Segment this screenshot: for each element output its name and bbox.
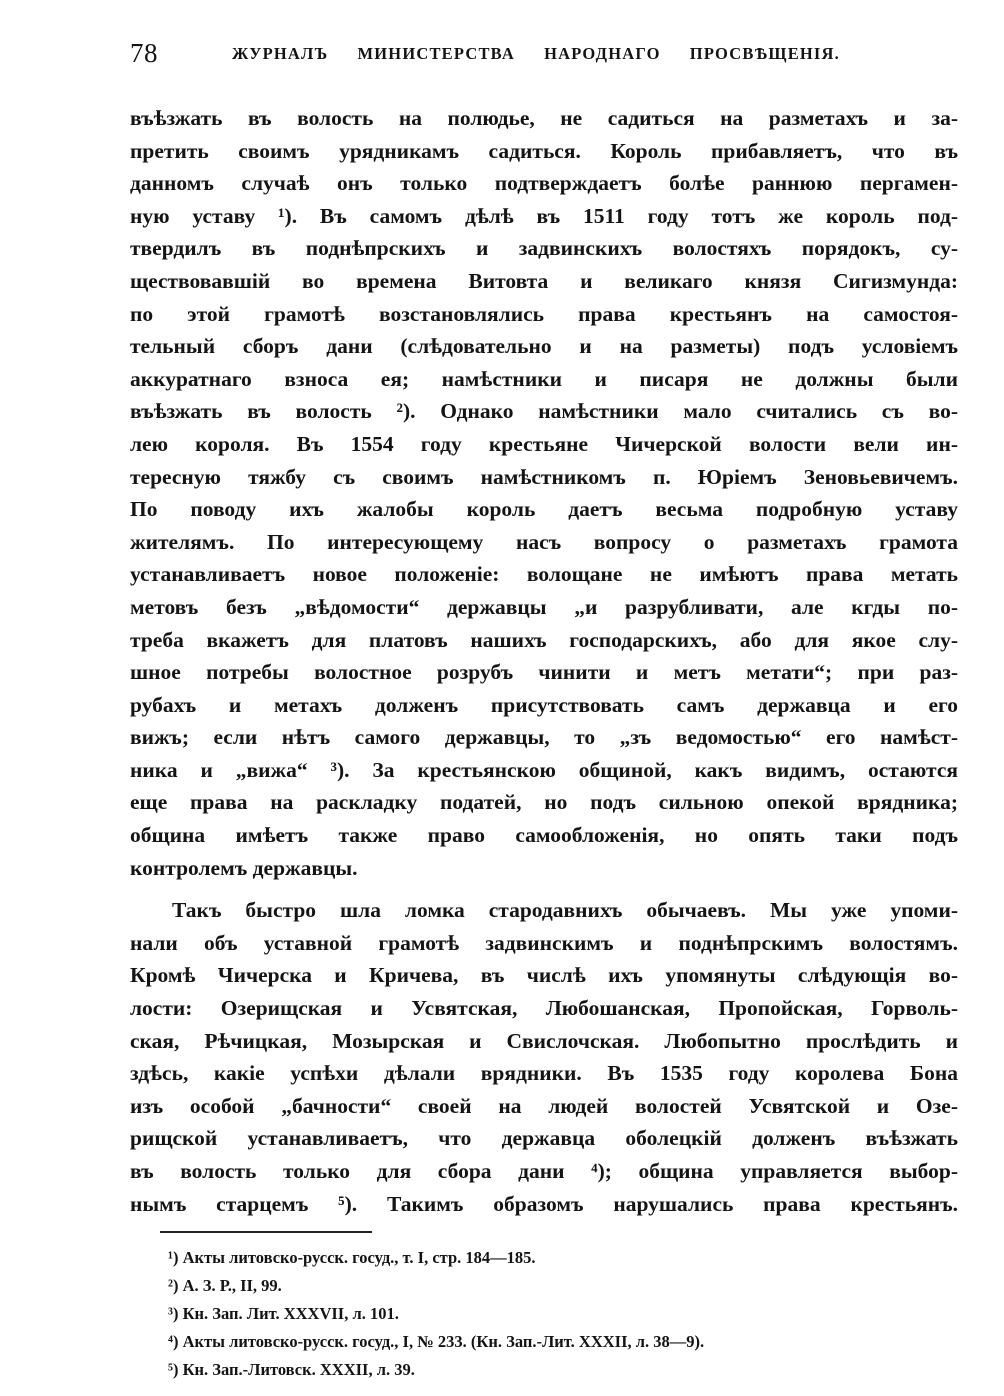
text-line: ную уставу ¹). Въ самомъ дѣлѣ въ 1511 году тотъ же король под-: [130, 203, 958, 228]
text-line: еще права на раскладку податей, но подъ сильною опекой врядника;: [130, 790, 958, 815]
text-line: данномъ случаѣ онъ только подтверждаетъ болѣе раннюю пергамен-: [130, 171, 958, 196]
text-line: нымъ старцемъ ⁵). Такимъ образомъ нарушались права крестьянъ.: [130, 1191, 958, 1216]
text-line: жителямъ. По интересующему насъ вопросу о разметахъ грамота: [130, 529, 958, 554]
footnote: ⁴) Акты литовско-русск. госуд., I, № 233. (Кн. Зап.-Лит. XXXII, л. 38—9).: [168, 1332, 705, 1351]
text-line: нали объ уставной грамотѣ задвинскимъ и поднѣпрскимъ волостямъ.: [130, 930, 958, 955]
text-line: изъ особой „бачности“ своей на людей волостей Усвятской и Озе-: [130, 1093, 958, 1118]
footnote: ³) Кн. Зап. Лит. XXXVII, л. 101.: [168, 1304, 399, 1323]
text-line: метовъ безъ „вѣдомости“ державцы „и разрубливати, але кгды по-: [130, 594, 958, 619]
text-line: община имѣетъ также право самообложенія, но опять таки подъ: [130, 823, 958, 848]
running-title: ЖУРНАЛЪ МИНИСТЕРСТВА НАРОДНАГО ПРОСВѢЩЕНІЯ.: [232, 44, 840, 63]
footnote: ²) А. З. Р., II, 99.: [168, 1276, 282, 1295]
text-line: въѣзжать въ волость ²). Однако намѣстники мало считались съ во-: [130, 399, 958, 424]
page-number: 78: [130, 38, 158, 68]
text-line: По поводу ихъ жалобы король даетъ весьма подробную уставу: [130, 497, 958, 522]
text-line: рищской устанавливаетъ, что державца оболецкій долженъ въѣзжать: [130, 1126, 958, 1151]
page-header: [130, 36, 842, 70]
text-line: ника и „вижа“ ³). За крестьянскою общиной, какъ видимъ, остаются: [130, 757, 958, 782]
paragraph: [130, 894, 958, 1220]
text-line: ществовавшій во времена Витовта и великаго князя Сигизмунда:: [130, 268, 958, 293]
text-line: Кромѣ Чичерска и Кричева, въ числѣ ихъ упомянуты слѣдующія во-: [130, 963, 958, 988]
text-line: въѣзжать въ волость на полюдье, не садиться на разметахъ и за-: [130, 106, 958, 130]
text-line: Такъ быстро шла ломка стародавнихъ обычаевъ. Мы уже упоми-: [172, 898, 958, 923]
text-line: шное потребы волостное розрубъ чинити и метъ метати“; при раз-: [130, 660, 958, 685]
text-line: тересную тяжбу съ своимъ намѣстникомъ п. Юріемъ Зеновьевичемъ.: [130, 464, 958, 489]
text-line: лости: Озерищская и Усвятская, Любошанская, Пропойская, Горволь-: [130, 996, 958, 1021]
text-line: устанавливаетъ новое положеніе: волощане не имѣютъ права метать: [130, 562, 958, 587]
text-line: треба вкажетъ для платовъ нашихъ господарскихъ, або для якое слу-: [130, 627, 958, 652]
text-line: аккуратнаго взноса ея; намѣстники и писаря не должны были: [130, 366, 958, 391]
text-line: лею короля. Въ 1554 году крестьяне Чичерской волости вели ин-: [130, 431, 958, 456]
text-line: рубахъ и метахъ долженъ присутствовать самъ державца и его: [130, 692, 958, 717]
footnotes: [160, 1244, 960, 1384]
footnote: ¹) Акты литовско-русск. госуд., т. I, стр. 184—185.: [168, 1248, 536, 1267]
text-line: тельный сборъ дани (слѣдовательно и на разметы) подъ условіемъ: [130, 334, 958, 359]
body-text: [130, 102, 958, 1220]
text-line: въ волость только для сбора дани ⁴); община управляется выбор-: [130, 1159, 958, 1183]
text-line: твердилъ въ поднѣпрскихъ и задвинскихъ волостяхъ порядокъ, су-: [130, 236, 958, 261]
text-line: претить своимъ урядникамъ садиться. Король прибавляетъ, что въ: [130, 138, 958, 163]
text-line: по этой грамотѣ возстановлялись права крестьянъ на самостоя-: [130, 301, 958, 326]
footnote: ⁵) Кн. Зап.-Литовск. XXXII, л. 39.: [168, 1360, 415, 1379]
text-line: здѣсь, какіе успѣхи дѣлали врядники. Въ 1535 году королева Бона: [130, 1061, 958, 1086]
footnote-rule: [160, 1231, 372, 1233]
text-line: контролемъ державцы.: [130, 855, 358, 880]
text-line: вижъ; если нѣтъ самого державцы, то „зъ ведомостью“ его намѣст-: [130, 725, 958, 750]
paragraph: [130, 102, 958, 884]
text-line: ская, Рѣчицкая, Мозырская и Свислочская. Любопытно прослѣдить и: [130, 1028, 958, 1053]
